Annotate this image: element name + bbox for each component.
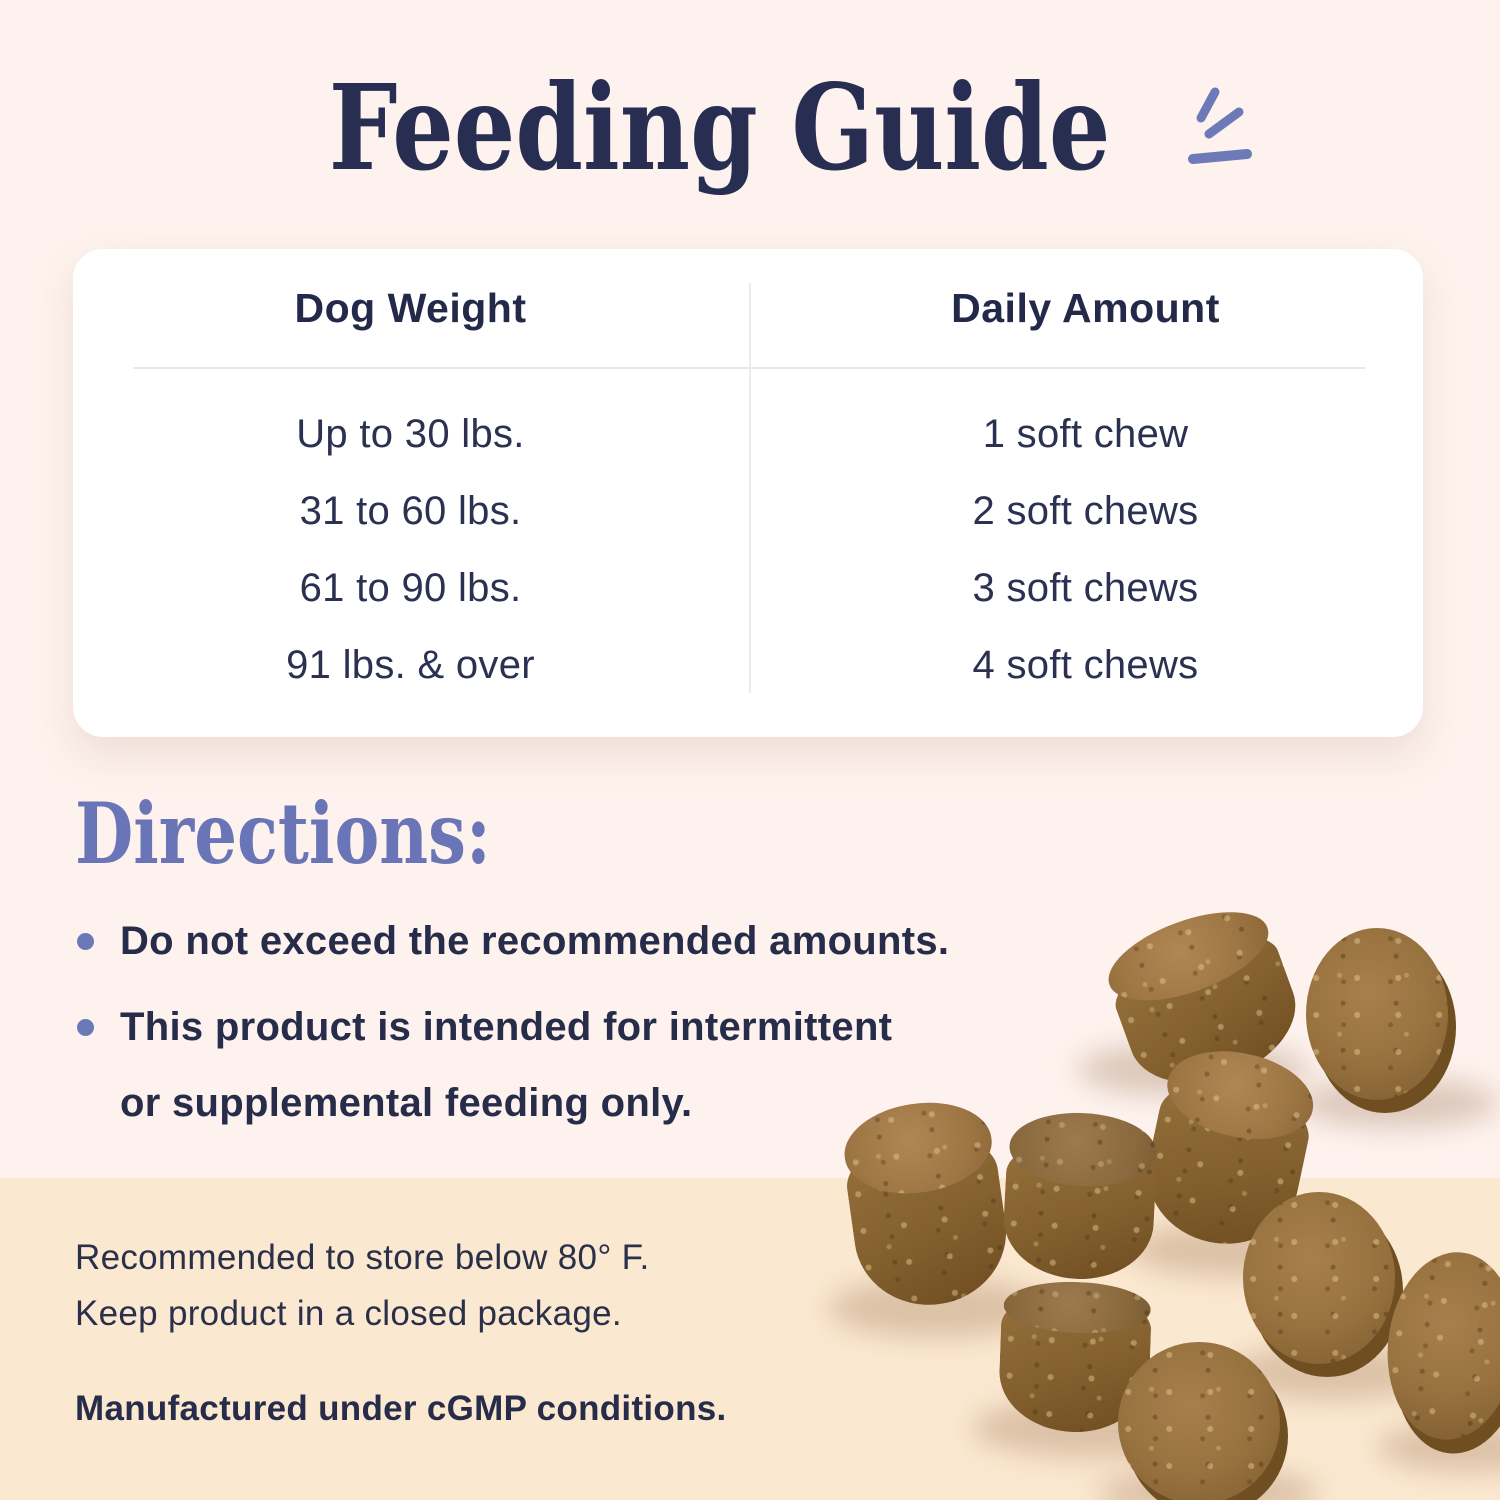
sparkle-dashes-icon bbox=[1171, 78, 1257, 174]
manufacture-note: Manufactured under cGMP conditions. bbox=[75, 1389, 727, 1428]
table-cell-amount: 2 soft chews bbox=[972, 489, 1199, 533]
storage-line: Keep product in a closed package. bbox=[75, 1294, 622, 1333]
table-cell-weight: 91 lbs. & over bbox=[286, 643, 535, 687]
direction-text: Do not exceed the recommended amounts. bbox=[120, 919, 950, 963]
table-cell-amount: 3 soft chews bbox=[972, 566, 1199, 610]
bullet-dot-icon bbox=[77, 1019, 94, 1036]
soft-chew bbox=[1306, 928, 1448, 1100]
table-cell-amount: 1 soft chew bbox=[982, 412, 1189, 456]
directions-heading: Directions: bbox=[75, 784, 491, 883]
column-header-dog-weight: Dog Weight bbox=[294, 284, 527, 331]
chew-side bbox=[1104, 918, 1312, 1105]
chew-shadow bbox=[1078, 1042, 1308, 1097]
direction-item bbox=[75, 903, 949, 979]
feeding-table-card bbox=[73, 249, 1423, 737]
table-cell-weight: 61 to 90 lbs. bbox=[299, 566, 522, 610]
chew-shadow bbox=[1298, 1078, 1498, 1128]
page-title: Feeding Guide bbox=[329, 58, 1111, 197]
chew-top bbox=[1097, 894, 1280, 1019]
direction-text: This product is intended for intermittent or supplemental feeding only. bbox=[120, 1005, 893, 1125]
chew-face bbox=[1306, 928, 1448, 1100]
storage-line: Recommended to store below 80° F. bbox=[75, 1238, 650, 1277]
daily-amount-column bbox=[748, 368, 1423, 737]
storage-notes bbox=[75, 1230, 649, 1342]
column-header-daily-amount: Daily Amount bbox=[951, 284, 1220, 331]
table-cell-amount: 4 soft chews bbox=[972, 643, 1199, 687]
page-header bbox=[0, 58, 1500, 197]
chew-rim bbox=[1314, 941, 1456, 1113]
table-cell-weight: Up to 30 lbs. bbox=[296, 412, 525, 456]
dog-weight-column bbox=[73, 368, 748, 737]
direction-item bbox=[75, 989, 949, 1141]
table-cell-weight: 31 to 60 lbs. bbox=[299, 489, 522, 533]
bullet-dot-icon bbox=[77, 933, 94, 950]
soft-chew bbox=[1095, 893, 1312, 1104]
chew-top bbox=[1159, 1039, 1322, 1153]
directions-list bbox=[75, 903, 949, 1151]
